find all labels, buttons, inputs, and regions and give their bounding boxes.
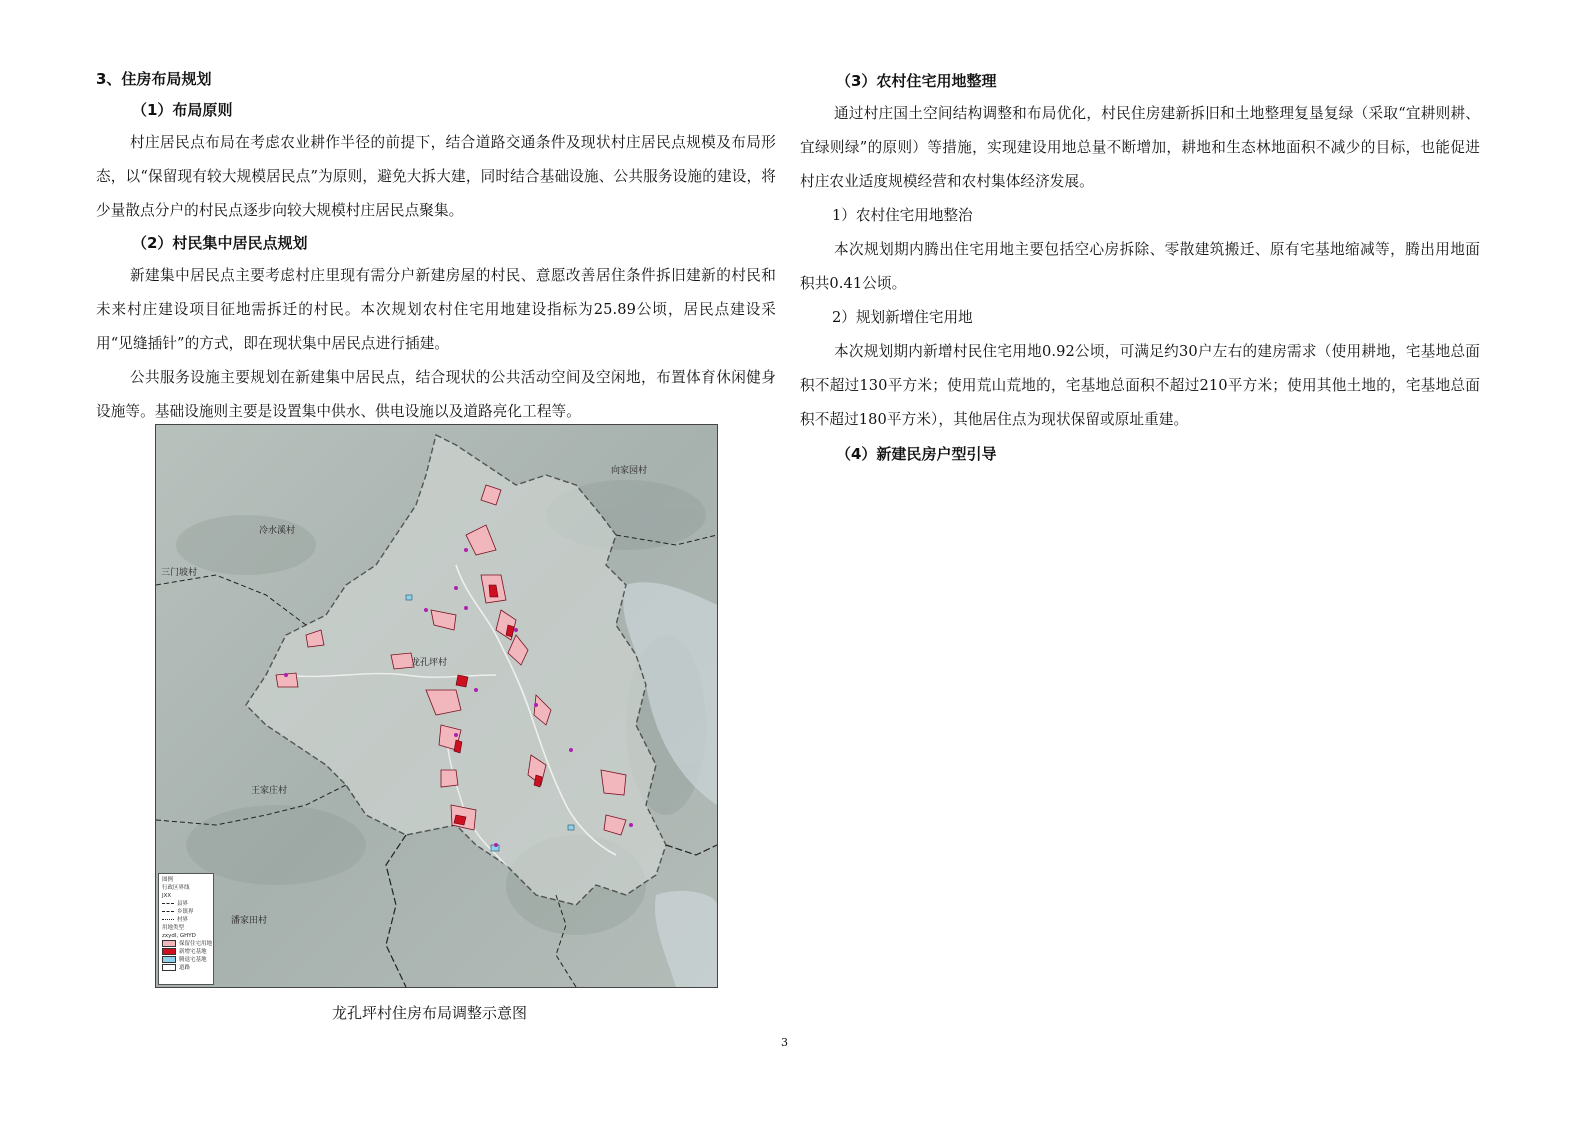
legend-title: 图例 [162,877,174,883]
legend-boundary-code: JXX [162,893,172,899]
village-label-s: 潘家田村 [231,916,268,926]
legend-keep: 保留住宅用地 [162,940,210,948]
legend-swatch-icon [162,964,176,971]
village-label-center: 龙孔坪村 [411,658,448,668]
section-title: 3、住房布局规划 [96,70,212,88]
legend-swatch-icon [162,956,176,963]
legend-boundary-title: 行政区界线 [162,885,190,891]
village-label-w: 三门坡村 [161,568,198,578]
paragraph-layout-principle: 村庄居民点布局在考虑农业耕作半径的前提下，结合道路交通条件及现状村庄居民点规模及布局形态，以“保留现有较大规模居民点”为原则，避免大拆大建，同时结合基础设施、公共服务设施的建设，将少量散点分户的村民点逐步向较大规模村庄居民点聚集。 [96,134,776,219]
item-title-new-housing-land: 2）规划新增住宅用地 [832,309,973,326]
legend-boundary-village: 村界 [162,916,210,924]
paragraph-new-housing-land: 本次规划期内新增村民住宅用地0.92公顷，可满足约30户左右的建房需求（使用耕地，宅基地总面积不超过130平方米；使用荒山荒地的，宅基地总面积不超过210平方米；使用其他土地的，宅基地总面积不超过180平方米），其他居住点为现状保留或原址重建。 [800,343,1480,428]
paragraph-centralized-settlement-1: 新建集中居民点主要考虑村庄里现有需分户新建房屋的村民、意愿改善居住条件拆旧建新的村民和未来村庄建设项目征地需拆迁的村民。本次规划农村住宅用地建设指标为25.89公顷，居民点建设采用“见缝插针”的方式，即在现状集中居民点进行插建。 [96,267,776,352]
subsection-title-house-type-guide: （4）新建民房户型引导 [836,445,997,463]
village-label-nw: 冷水溪村 [259,526,296,536]
legend-boundary-county: 县界 [162,900,210,908]
legend-swatch-icon [162,948,176,955]
housing-layout-map [155,424,718,988]
legend-road: 道路 [162,964,210,972]
village-label-ne: 向家园村 [611,466,648,476]
left-column [96,60,776,429]
paragraph-centralized-settlement-2: 公共服务设施主要规划在新建集中居民点，结合现状的公共活动空间及空闲地，布置体育休闲健身设施等。基础设施则主要是设置集中供水、供电设施以及道路亮化工程等。 [96,369,776,420]
item-title-land-renovation: 1）农村住宅用地整治 [832,207,973,224]
right-column [800,66,1480,470]
paragraph-land-renovation: 本次规划期内腾出住宅用地主要包括空心房拆除、零散建筑搬迁、原有宅基地缩减等，腾出用地面积共0.41公顷。 [800,241,1480,292]
page-number: 3 [781,1036,788,1049]
village-label-sw: 王家庄村 [251,786,288,796]
legend-landuse-title: 用地类型 [162,925,185,931]
legend-line-icon [162,903,174,904]
legend-retire: 腾退宅基地 [162,956,210,964]
legend-landuse-code: zxydl, GHYD [162,933,196,939]
subsection-title-layout-principle: （1）布局原则 [132,101,233,119]
legend-new: 新增宅基地 [162,948,210,956]
legend-line-icon [162,919,174,920]
legend-swatch-icon [162,940,176,947]
subsection-title-centralized-settlement: （2）村民集中居民点规划 [132,234,308,252]
map-legend [158,873,214,985]
paragraph-rural-housing-land: 通过村庄国土空间结构调整和布局优化，村民住房建新拆旧和土地整理复垦复绿（采取“宜耕则耕、宜绿则绿”的原则）等措施，实现建设用地总量不断增加，耕地和生态林地面积不减少的目标，也能促进村庄农业适度规模经营和农村集体经济发展。 [800,105,1480,190]
legend-line-icon [162,911,174,912]
subsection-title-rural-housing-land: （3）农村住宅用地整理 [836,72,997,90]
map-canvas [156,425,717,987]
legend-boundary-town: 乡镇界 [162,908,210,916]
map-caption: 龙孔坪村住房布局调整示意图 [332,1004,528,1022]
